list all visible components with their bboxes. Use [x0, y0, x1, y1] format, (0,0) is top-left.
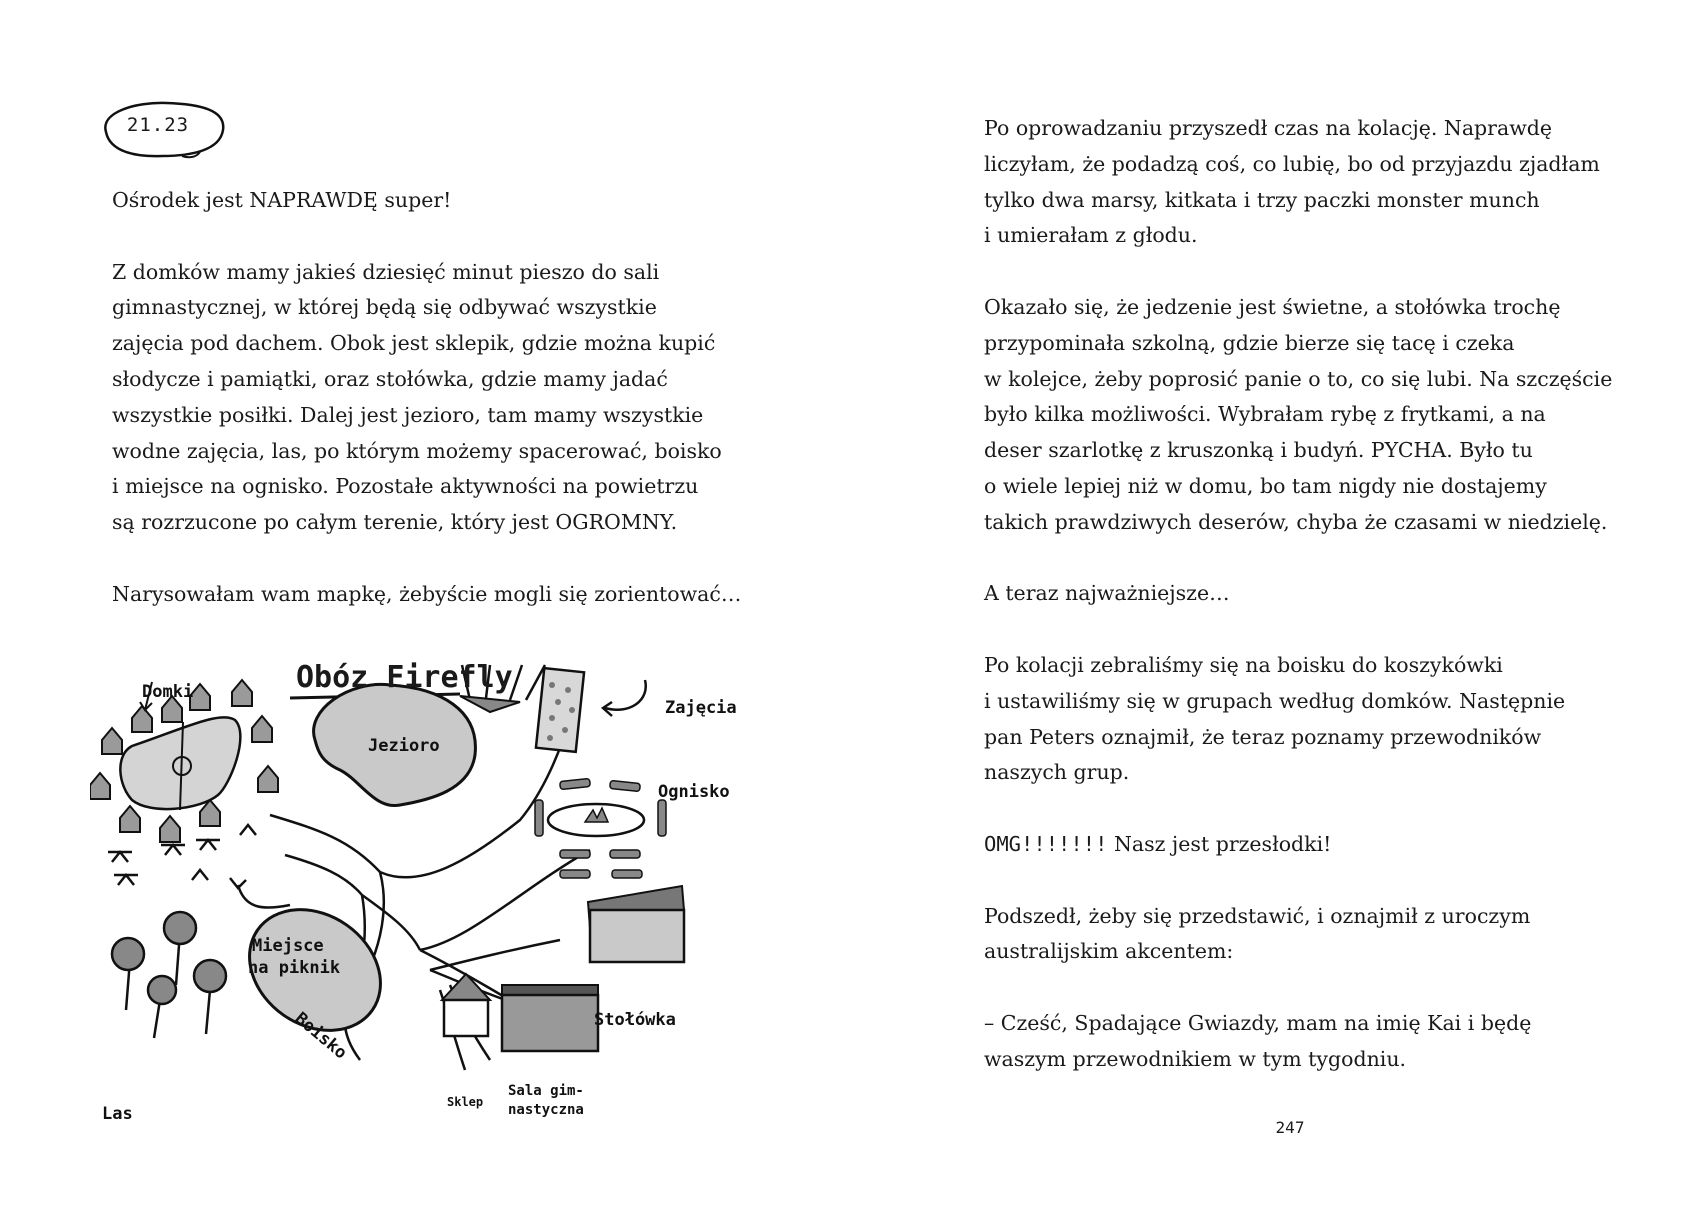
right-text-after-line: Podszedł, żeby się przedstawić, i oznajmił z uroczym: [984, 903, 1531, 928]
omg-text: Nasz jest przesłodki!: [1107, 831, 1332, 856]
right-text-line: Po kolacji zebraliśmy się na boisku do koszykówki: [984, 652, 1503, 677]
right-text-line: deser szarlotkę z kruszonką i budyń. PYCHA. Było tu: [984, 438, 1533, 463]
paragraph-gap: [984, 612, 1612, 648]
right-body-text: [984, 111, 1612, 1078]
picnic-tents: [108, 825, 290, 908]
label-jezioro: Jezioro: [368, 736, 440, 756]
left-text-line: i miejsce na ognisko. Pozostałe aktywności na powietrzu: [112, 474, 699, 499]
forest: [112, 912, 226, 1038]
label-sala-1: Sala gim-: [508, 1083, 584, 1099]
left-text-line: Z domków mamy jakieś dziesięć minut pieszo do sali: [112, 259, 660, 284]
left-text-line: Narysowałam wam mapkę, żebyście mogli się zorientować…: [112, 581, 742, 606]
label-piknik-2: na piknik: [248, 958, 341, 978]
right-text-line: pan Peters oznajmił, że teraz poznamy przewodników: [984, 724, 1542, 749]
right-text-after-line: waszym przewodnikiem w tym tygodniu.: [984, 1046, 1407, 1071]
right-text-line: i umierałam z głodu.: [984, 223, 1198, 248]
label-piknik-1: Miejsce: [252, 936, 324, 956]
campfire: [535, 778, 666, 878]
paragraph-gap: [984, 791, 1612, 827]
right-text-after-line: australijskim akcentem:: [984, 939, 1234, 964]
paragraph-gap: [984, 970, 1612, 1006]
label-zajecia: Zajęcia: [665, 698, 737, 718]
label-las: Las: [102, 1104, 133, 1124]
page-number: 247: [1275, 1118, 1305, 1137]
camp-map-drawing: [90, 640, 760, 1140]
left-text-line: są rozrzucone po całym terenie, który jest OGROMNY.: [112, 510, 678, 535]
paragraph-gap: [984, 541, 1612, 577]
paragraph-gap: [112, 219, 741, 255]
label-stolowka: Stołówka: [594, 1010, 676, 1030]
left-text-line: wszystkie posiłki. Dalej jest jezioro, tam mamy wszystkie: [112, 402, 704, 427]
map-title: Obóz Firefly: [296, 660, 513, 695]
right-text-line: przypominała szkolną, gdzie bierze się tacę i czeka: [984, 330, 1515, 355]
right-text-line: i ustawiliśmy się w grupach według domków. Następnie: [984, 688, 1566, 713]
right-text-line: A teraz najważniejsze…: [984, 581, 1230, 606]
left-text-line: Ośrodek jest NAPRAWDĘ super!: [112, 188, 452, 212]
left-body-text: [112, 183, 741, 613]
paragraph-gap: [112, 541, 741, 577]
time-bubble: [96, 100, 230, 162]
label-ognisko: Ognisko: [658, 782, 730, 802]
right-text-after-line: – Cześć, Spadające Gwiazdy, mam na imię Kai i będę: [984, 1010, 1532, 1035]
left-text-line: zajęcia pod dachem. Obok jest sklepik, gdzie można kupić: [112, 331, 716, 356]
camp-map: [90, 640, 760, 1140]
right-text-line: Okazało się, że jedzenie jest świetne, a stołówka trochę: [984, 294, 1561, 319]
right-text-line: tylko dwa marsy, kitkata i trzy paczki monster munch: [984, 187, 1540, 212]
houses-area: [90, 680, 278, 842]
left-text-line: słodycze i pamiątki, oraz stołówka, gdzie mamy jadać: [112, 366, 668, 391]
right-text-line: naszych grup.: [984, 760, 1130, 785]
left-page: [0, 0, 850, 1211]
paragraph-gap: [984, 254, 1612, 290]
left-text-line: wodne zajęcia, las, po którym możemy spacerować, boisko: [112, 438, 722, 463]
paragraph-gap: [984, 863, 1612, 899]
right-text-line: liczyłam, że podadzą coś, co lubię, bo od przyjazdu zjadłam: [984, 151, 1600, 176]
label-domki: Domki: [142, 682, 194, 702]
time-label: 21.23: [126, 114, 190, 136]
right-text-line: było kilka możliwości. Wybrałam rybę z frytkami, a na: [984, 402, 1546, 427]
right-text-line: Po oprowadzaniu przyszedł czas na kolację. Naprawdę: [984, 116, 1552, 140]
label-boisko: Boisko: [290, 1008, 351, 1064]
canteen: [588, 886, 684, 962]
omg-line: [984, 827, 1612, 863]
right-text-line: takich prawdziwych deserów, chyba że czasami w niedzielę.: [984, 509, 1608, 534]
label-sklep: Sklep: [447, 1095, 484, 1109]
left-text-line: gimnastycznej, w której będą się odbywać wszystkie: [112, 295, 657, 320]
gym: [502, 985, 598, 1051]
right-text-line: w kolejce, żeby poprosić panie o to, co się lubi. Na szczęście: [984, 366, 1613, 391]
label-sala-2: nastyczna: [508, 1102, 584, 1118]
omg-handwritten: OMG!!!!!!!: [984, 831, 1108, 856]
right-text-line: o wiele lepiej niż w domu, bo tam nigdy nie dostajemy: [984, 473, 1547, 498]
